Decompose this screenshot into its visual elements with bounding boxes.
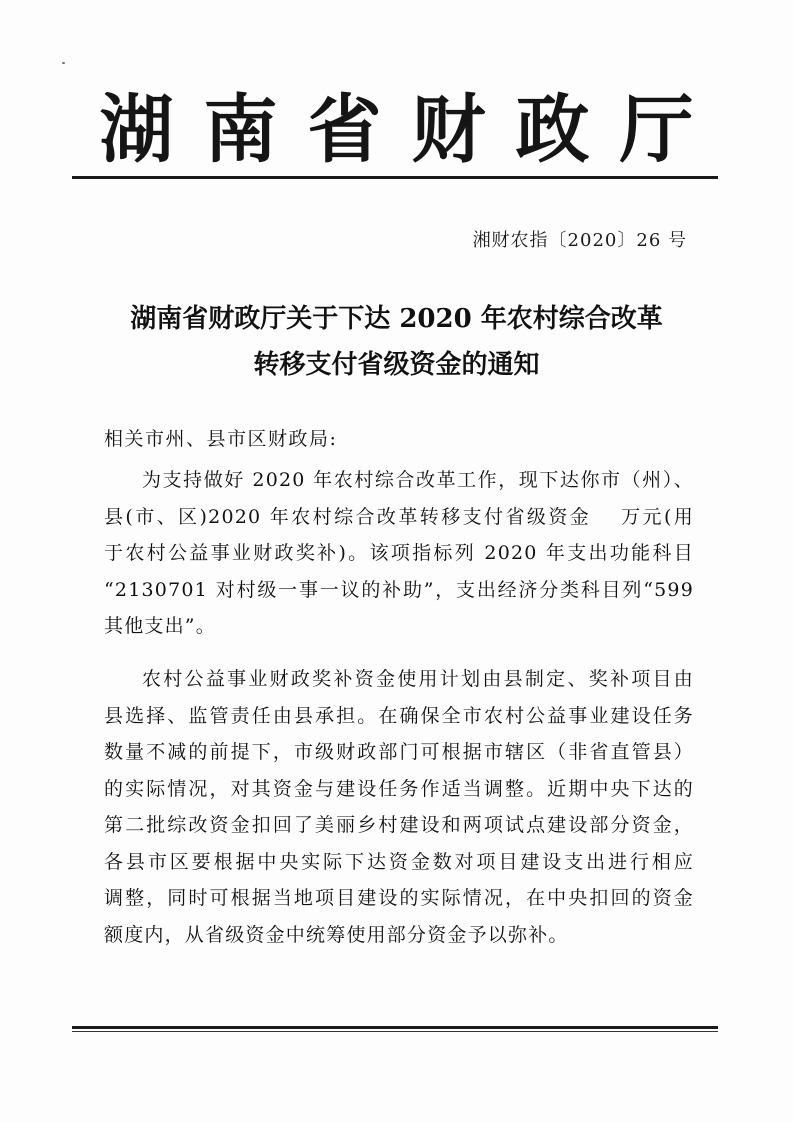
title-line-2: 转移支付省级资金的通知: [253, 350, 540, 380]
footer-divider-line: [72, 1026, 718, 1029]
agency-masthead: 湖南省财政厅: [99, 87, 724, 173]
paragraph-line: 数量不减的前提下，市级财政部门可根据市辖区（非省直管县）: [104, 741, 694, 763]
scan-speck: [62, 62, 65, 64]
paragraph-line: 县(市、区)2020 年农村综合改革转移支付省级资金 万元(用: [104, 505, 694, 528]
paragraph-line: 各县市区要根据中央实际下达资金数对项目建设支出进行相应: [104, 850, 694, 873]
title-line-1: 湖南省财政厅关于下达 2020 年农村综合改革: [130, 304, 663, 334]
paragraph-line: 为支持做好 2020 年农村综合改革工作，现下达你市（州）、: [142, 469, 694, 491]
body-paragraph-1: [104, 462, 694, 645]
paragraph-line: 于农村公益事业财政奖补)。该项指标列 2020 年支出功能科目: [104, 542, 694, 564]
recipient-salutation: 相关市州、县市区财政局:: [104, 428, 338, 450]
paragraph-line: 的实际情况，对其资金与建设任务作适当调整。近期中央下达的: [104, 777, 694, 800]
paragraph-line: “2130701 对村级一事一议的补助”，支出经济分类科目列“599: [104, 578, 694, 601]
paragraph-line: 县选择、监管责任由县承担。在确保全市农村公益事业建设任务: [104, 704, 694, 727]
document-title: [0, 296, 793, 388]
footer-divider-thin-line: [72, 1031, 718, 1032]
paragraph-line: 第二批综改资金扣回了美丽乡村建设和两项试点建设部分资金，: [104, 814, 694, 836]
paragraph-line: 额度内，从省级资金中统筹使用部分资金予以弥补。: [104, 923, 569, 946]
document-number: 湘财农指〔2020〕26 号: [472, 230, 687, 251]
body-paragraph-2: [104, 661, 694, 953]
masthead-divider-line: [72, 176, 718, 179]
paragraph-line: 调整，同时可根据当地项目建设的实际情况，在中央扣回的资金: [104, 887, 694, 909]
paragraph-line: 农村公益事业财政奖补资金使用计划由县制定、奖补项目由: [142, 668, 694, 690]
paragraph-line: 其他支出”。: [104, 615, 216, 637]
